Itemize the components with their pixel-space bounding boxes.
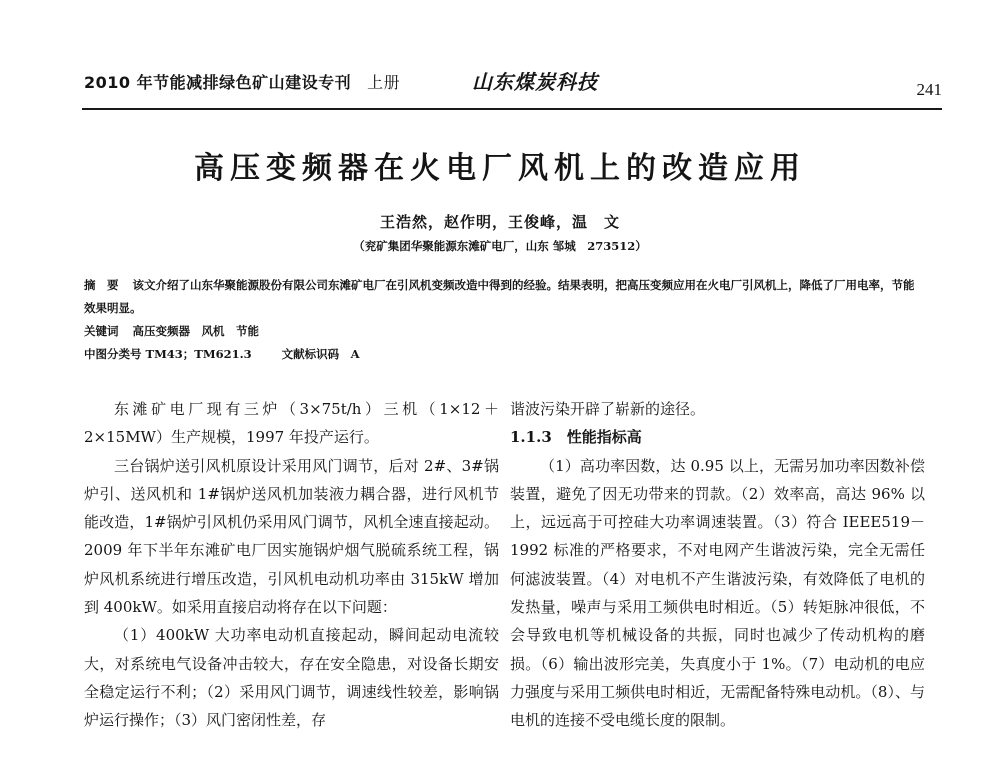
right-column	[510, 395, 925, 735]
affiliation: （兖矿集团华聚能源东滩矿电厂，山东 邹城 273512）	[353, 239, 647, 253]
running-header	[84, 70, 400, 93]
abstract-text: 该文介绍了山东华聚能源股份有限公司东滩矿电厂在引风机变频改造中得到的经验。结果表明，把高压变频应用在火电厂引风机上，降低了厂用电率，节能效果明显。	[84, 278, 915, 315]
header-rule	[82, 108, 942, 110]
keywords-text: 高压变频器 风机 节能	[132, 324, 259, 338]
paragraph: 三台锅炉送引风机原设计采用风门调节，后对 2#、3#锅炉引、送风机和 1#锅炉送风机加装液力耦合器，进行风机节能改造，1#锅炉引风机仍采用风门调节，风机全速直接起动。2009 年下半年东滩矿电厂因实施锅炉烟气脱硫系统工程，锅炉风机系统进行增压改造，引风机电动机功率由 315kW 增加到 400kW。如采用直接启动将存在以下问题：	[84, 456, 499, 617]
journal-logo: 山东煤炭科技	[472, 70, 598, 94]
abstract-block	[84, 274, 924, 366]
journal-issue: 2010 年节能减排绿色矿山建设专刊	[84, 73, 352, 92]
article-title: 高压变频器在火电厂风机上的改造应用	[194, 151, 806, 186]
paragraph: （1）高功率因数，达 0.95 以上，无需另加功率因数补偿装置，避免了因无功带来的罚款。（2）效率高，高达 96% 以上，远远高于可控硅大功率调速装置。（3）符合 IEEE519－1992 标准的严格要求，不对电网产生谐波污染，完全无需任何滤波装置。（4）对电机不产生谐波污染，有效降低了电机的发热量，噪声与采用工频供电时相近。（5）转矩脉冲很低，不会导致电机等机械设备的共振，同时也减少了传动机构的磨损。（6）输出波形完美，失真度小于 1%。（7）电动机的电应力强度与采用工频供电时相近，无需配备特殊电动机。（8）、与电机的连接不受电缆长度的限制。	[510, 456, 925, 730]
paragraph: 东滩矿电厂现有三炉（3×75t/h）三机（1×12＋2×15MW）生产规模，1997 年投产运行。	[84, 400, 499, 447]
doc-code-label: 文献标识码	[281, 347, 340, 361]
classification-code: TM43；TM621.3	[145, 347, 252, 361]
abstract-label: 摘 要	[84, 278, 119, 292]
paragraph-continuation: 谐波污染开辟了崭新的途径。	[510, 400, 706, 418]
classification	[84, 343, 924, 366]
subsection-heading: 1.1.3 性能指标高	[510, 428, 642, 447]
left-column	[84, 395, 499, 735]
keywords-label: 关键词	[84, 324, 119, 338]
doc-code: A	[350, 347, 360, 361]
abstract	[84, 274, 924, 320]
page-number: 241	[916, 80, 942, 99]
authors: 王浩然，赵作明，王俊峰，温 文	[379, 213, 620, 231]
volume-label: 上册	[367, 73, 401, 92]
paragraph: （1）400kW 大功率电动机直接起动，瞬间起动电流较大，对系统电气设备冲击较大，存在安全隐患，对设备长期安全稳定运行不利；（2）采用风门调节，调速线性较差，影响锅炉运行操作；（3）风门密闭性差，存	[84, 626, 499, 730]
classification-label: 中图分类号	[84, 347, 142, 361]
keywords	[84, 320, 924, 343]
